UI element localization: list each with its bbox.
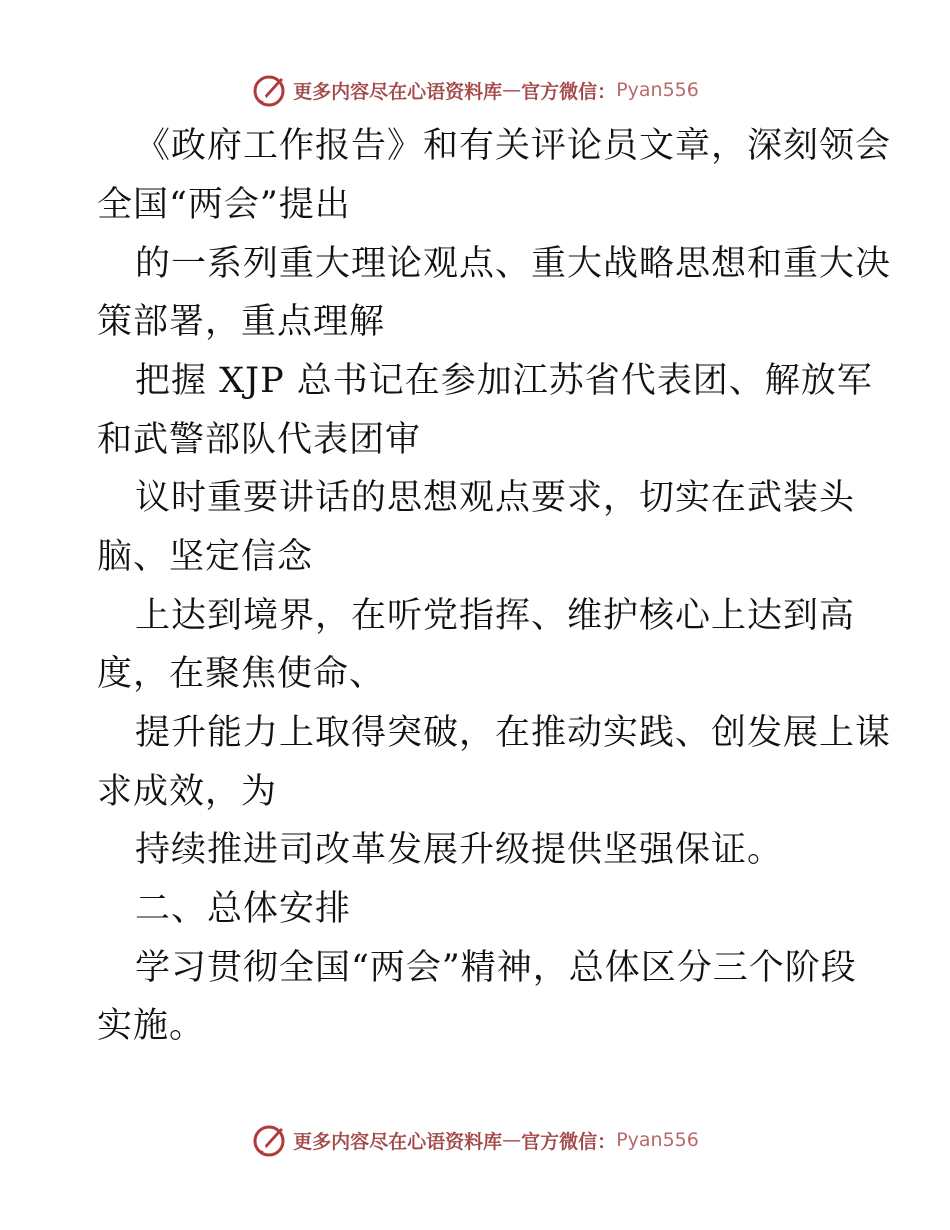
text-line: 《政府工作报告》和有关评论员文章，深刻领会 <box>135 126 892 166</box>
watermark-dash: — <box>502 1129 522 1151</box>
watermark-wechat-label: 官方微信： <box>521 1130 617 1153</box>
text-line: 提升能力上取得突破，在推动实践、创发展上谋 <box>135 713 892 753</box>
text-line: 把握 XJP 总书记在参加江苏省代表团、解放军 <box>135 361 873 401</box>
text-line: 求成效，为 <box>97 772 278 812</box>
watermark-title: 更多内容尽在心语资料库 <box>293 1130 503 1153</box>
watermark-wechat-label: 官方微信： <box>521 80 617 103</box>
text-line: 议时重要讲话的思想观点要求，切实在武装头 <box>135 478 856 518</box>
text-line: 上达到境界，在听党指挥、维护核心上达到高 <box>135 596 856 636</box>
pen-logo-icon <box>251 1122 287 1158</box>
text-line: 策部署，重点理解 <box>97 302 386 342</box>
watermark-wechat-id: Pyan556 <box>616 79 699 101</box>
text-line: 实施。 <box>97 1006 206 1046</box>
text-line: 和武警部队代表团审 <box>97 420 422 460</box>
watermark-title: 更多内容尽在心语资料库 <box>293 80 503 103</box>
text-line: 全国“两会”提出 <box>97 185 351 225</box>
text-line: 的一系列重大理论观点、重大战略思想和重大决 <box>135 244 892 284</box>
text-line: 学习贯彻全国“两会”精神，总体区分三个阶段 <box>135 948 857 988</box>
text-line: 脑、坚定信念 <box>97 537 314 577</box>
watermark-footer <box>0 1120 950 1160</box>
watermark-wechat-id: Pyan556 <box>616 1129 699 1151</box>
section-heading: 二、总体安排 <box>135 889 352 929</box>
text-line: 持续推进司改革发展升级提供坚强保证。 <box>135 830 784 870</box>
text-line: 度，在聚焦使命、 <box>97 654 386 694</box>
watermark-dash: — <box>502 79 522 101</box>
